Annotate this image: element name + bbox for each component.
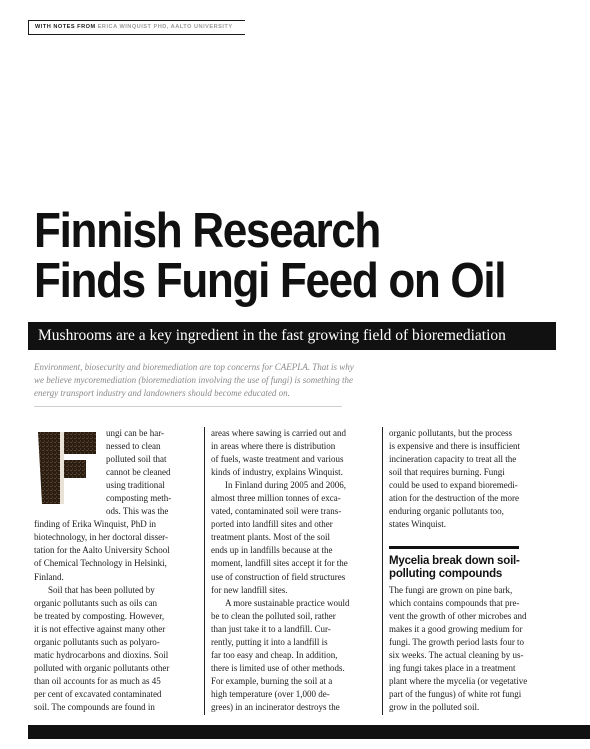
text-line: in areas where there is distribution — [211, 441, 336, 452]
title-line-1: Finnish Research — [34, 204, 381, 258]
text-line: using traditional — [106, 480, 165, 491]
text-line: Finland. — [34, 571, 64, 582]
text-line: six weeks. The actual cleaning by us- — [389, 650, 524, 661]
running-header — [28, 20, 245, 35]
text-line: matic hydrocarbons and dioxins. Soil — [34, 649, 169, 660]
text-line: could be used to expand bioremedi- — [389, 480, 518, 491]
text-line: ing fungi takes place in a treatment — [389, 663, 516, 674]
text-line: Soil that has been polluted by — [48, 584, 155, 595]
column-3 — [389, 427, 557, 531]
text-line: use of construction of field structures — [211, 571, 346, 582]
text-line: areas where sawing is carried out and — [211, 428, 346, 438]
text-line: composting meth- — [106, 493, 172, 504]
header-author: ERICA WINQUIST PHD, AALTO UNIVERSITY — [97, 24, 233, 30]
subhead-rule — [389, 546, 519, 549]
text-line: rently, putting it into a landfill is — [211, 636, 328, 647]
intro-line: Environment, biosecurity and bioremediation are top concerns for CAEPLA. That is why — [34, 362, 354, 372]
text-line: polluted with organic pollutants other — [34, 662, 170, 673]
text-line: organic pollutants such as polyaro- — [34, 636, 160, 647]
text-line: plant where the mycelia (or vegetative — [389, 676, 528, 687]
subhead-line-1: Mycelia break down soil- — [389, 555, 520, 567]
intro-line: we believe mycoremediation (bioremediation involving the use of fungi) is something the — [34, 375, 354, 385]
text-line: than just take it to a landfill. Cur- — [211, 623, 331, 634]
text-line: organic pollutants such as oils can — [34, 597, 158, 608]
text-line: nessed to clean — [106, 441, 161, 452]
text-line: far too easy and cheap. In addition, — [211, 649, 338, 660]
text-line: grees) in an incinerator destroys the — [211, 701, 340, 712]
text-line: ends up in landfills because at the — [211, 545, 333, 556]
text-line: soil. The compounds are found in — [34, 701, 155, 712]
text-line: The fungi are grown on pine bark, — [389, 585, 513, 595]
text-line: moment, landfill sites accept it for the — [211, 558, 348, 569]
text-line: per cent of excavated contaminated — [34, 688, 162, 699]
text-line: soil that requires burning. Fungi — [389, 467, 505, 478]
text-line: vated, contaminated soil were trans- — [211, 506, 342, 517]
text-line: ation for the destruction of the more — [389, 493, 519, 504]
text-line: states Winquist. — [389, 519, 446, 530]
header-prefix: WITH NOTES FROM — [35, 24, 98, 30]
column-divider — [204, 427, 205, 715]
text-line: polluted soil that — [106, 454, 167, 465]
text-line: fungi. The growth period lasts four to — [389, 637, 525, 648]
text-line: biotechnology, in her doctoral disser- — [34, 532, 168, 543]
text-line: part of the fungus) of white rot fungi — [389, 689, 522, 700]
text-line: ungi can be har- — [106, 428, 165, 438]
section-subhead — [389, 555, 559, 581]
text-line: finding of Erika Winquist, PhD in — [34, 519, 156, 530]
column-1 — [34, 427, 202, 714]
text-line: treatment plants. Most of the soil — [211, 532, 330, 543]
text-line: for new landfill sites. — [211, 584, 288, 595]
text-line: For example, burning the soil at a — [211, 675, 333, 686]
text-line: In Finland during 2005 and 2006, — [225, 480, 346, 491]
text-line: enduring organic pollutants too, — [389, 506, 504, 517]
subhead-line-2: polluting compounds — [389, 568, 503, 580]
text-line: is expensive and there is insufficient — [389, 441, 521, 452]
text-line: there is limited use of other methods. — [211, 662, 345, 673]
text-line: organic pollutants, but the process — [389, 428, 513, 438]
text-line: makes it a good growing medium for — [389, 624, 523, 635]
column-3-section — [389, 584, 557, 714]
text-line: cannot be cleaned — [106, 467, 171, 478]
text-line: be to clean the polluted soil, rather — [211, 610, 336, 621]
text-line: vent the growth of other microbes and — [389, 611, 527, 622]
text-line: it is not effective against many other — [34, 623, 166, 634]
text-line: of fuels, waste treatment and various — [211, 454, 344, 465]
text-line: A more sustainable practice would — [225, 597, 350, 608]
intro-line: energy transport industry and landowners should become educated on. — [34, 388, 290, 398]
text-line: incineration capacity to treat all the — [389, 454, 517, 465]
article-subtitle: Mushrooms are a key ingredient in the fast growing field of bioremediation — [38, 327, 506, 344]
intro-divider — [34, 406, 342, 407]
intro-paragraph — [34, 361, 534, 400]
text-line: ods. This was the — [106, 506, 169, 517]
text-line: high temperature (over 1,000 de- — [211, 688, 330, 699]
column-divider — [382, 427, 383, 715]
footer-bar — [28, 725, 590, 739]
text-line: tation for the Aalto University School — [34, 545, 170, 556]
text-line: than oil accounts for as much as 45 — [34, 675, 161, 686]
text-line: which contains compounds that pre- — [389, 598, 520, 609]
subtitle-banner — [28, 322, 556, 350]
column-2 — [211, 427, 379, 714]
text-line: almost three million tonnes of exca- — [211, 493, 341, 504]
title-line-2: Finds Fungi Feed on Oil — [34, 254, 506, 308]
text-line: of Chemical Technology in Helsinki, — [34, 558, 167, 569]
text-line: ported into landfill sites and other — [211, 519, 333, 530]
text-line: grow in the polluted soil. — [389, 702, 480, 713]
article-title — [34, 206, 520, 306]
text-line: be treated by composting. However, — [34, 610, 165, 621]
text-line: kinds of industry, explains Winquist. — [211, 467, 343, 478]
